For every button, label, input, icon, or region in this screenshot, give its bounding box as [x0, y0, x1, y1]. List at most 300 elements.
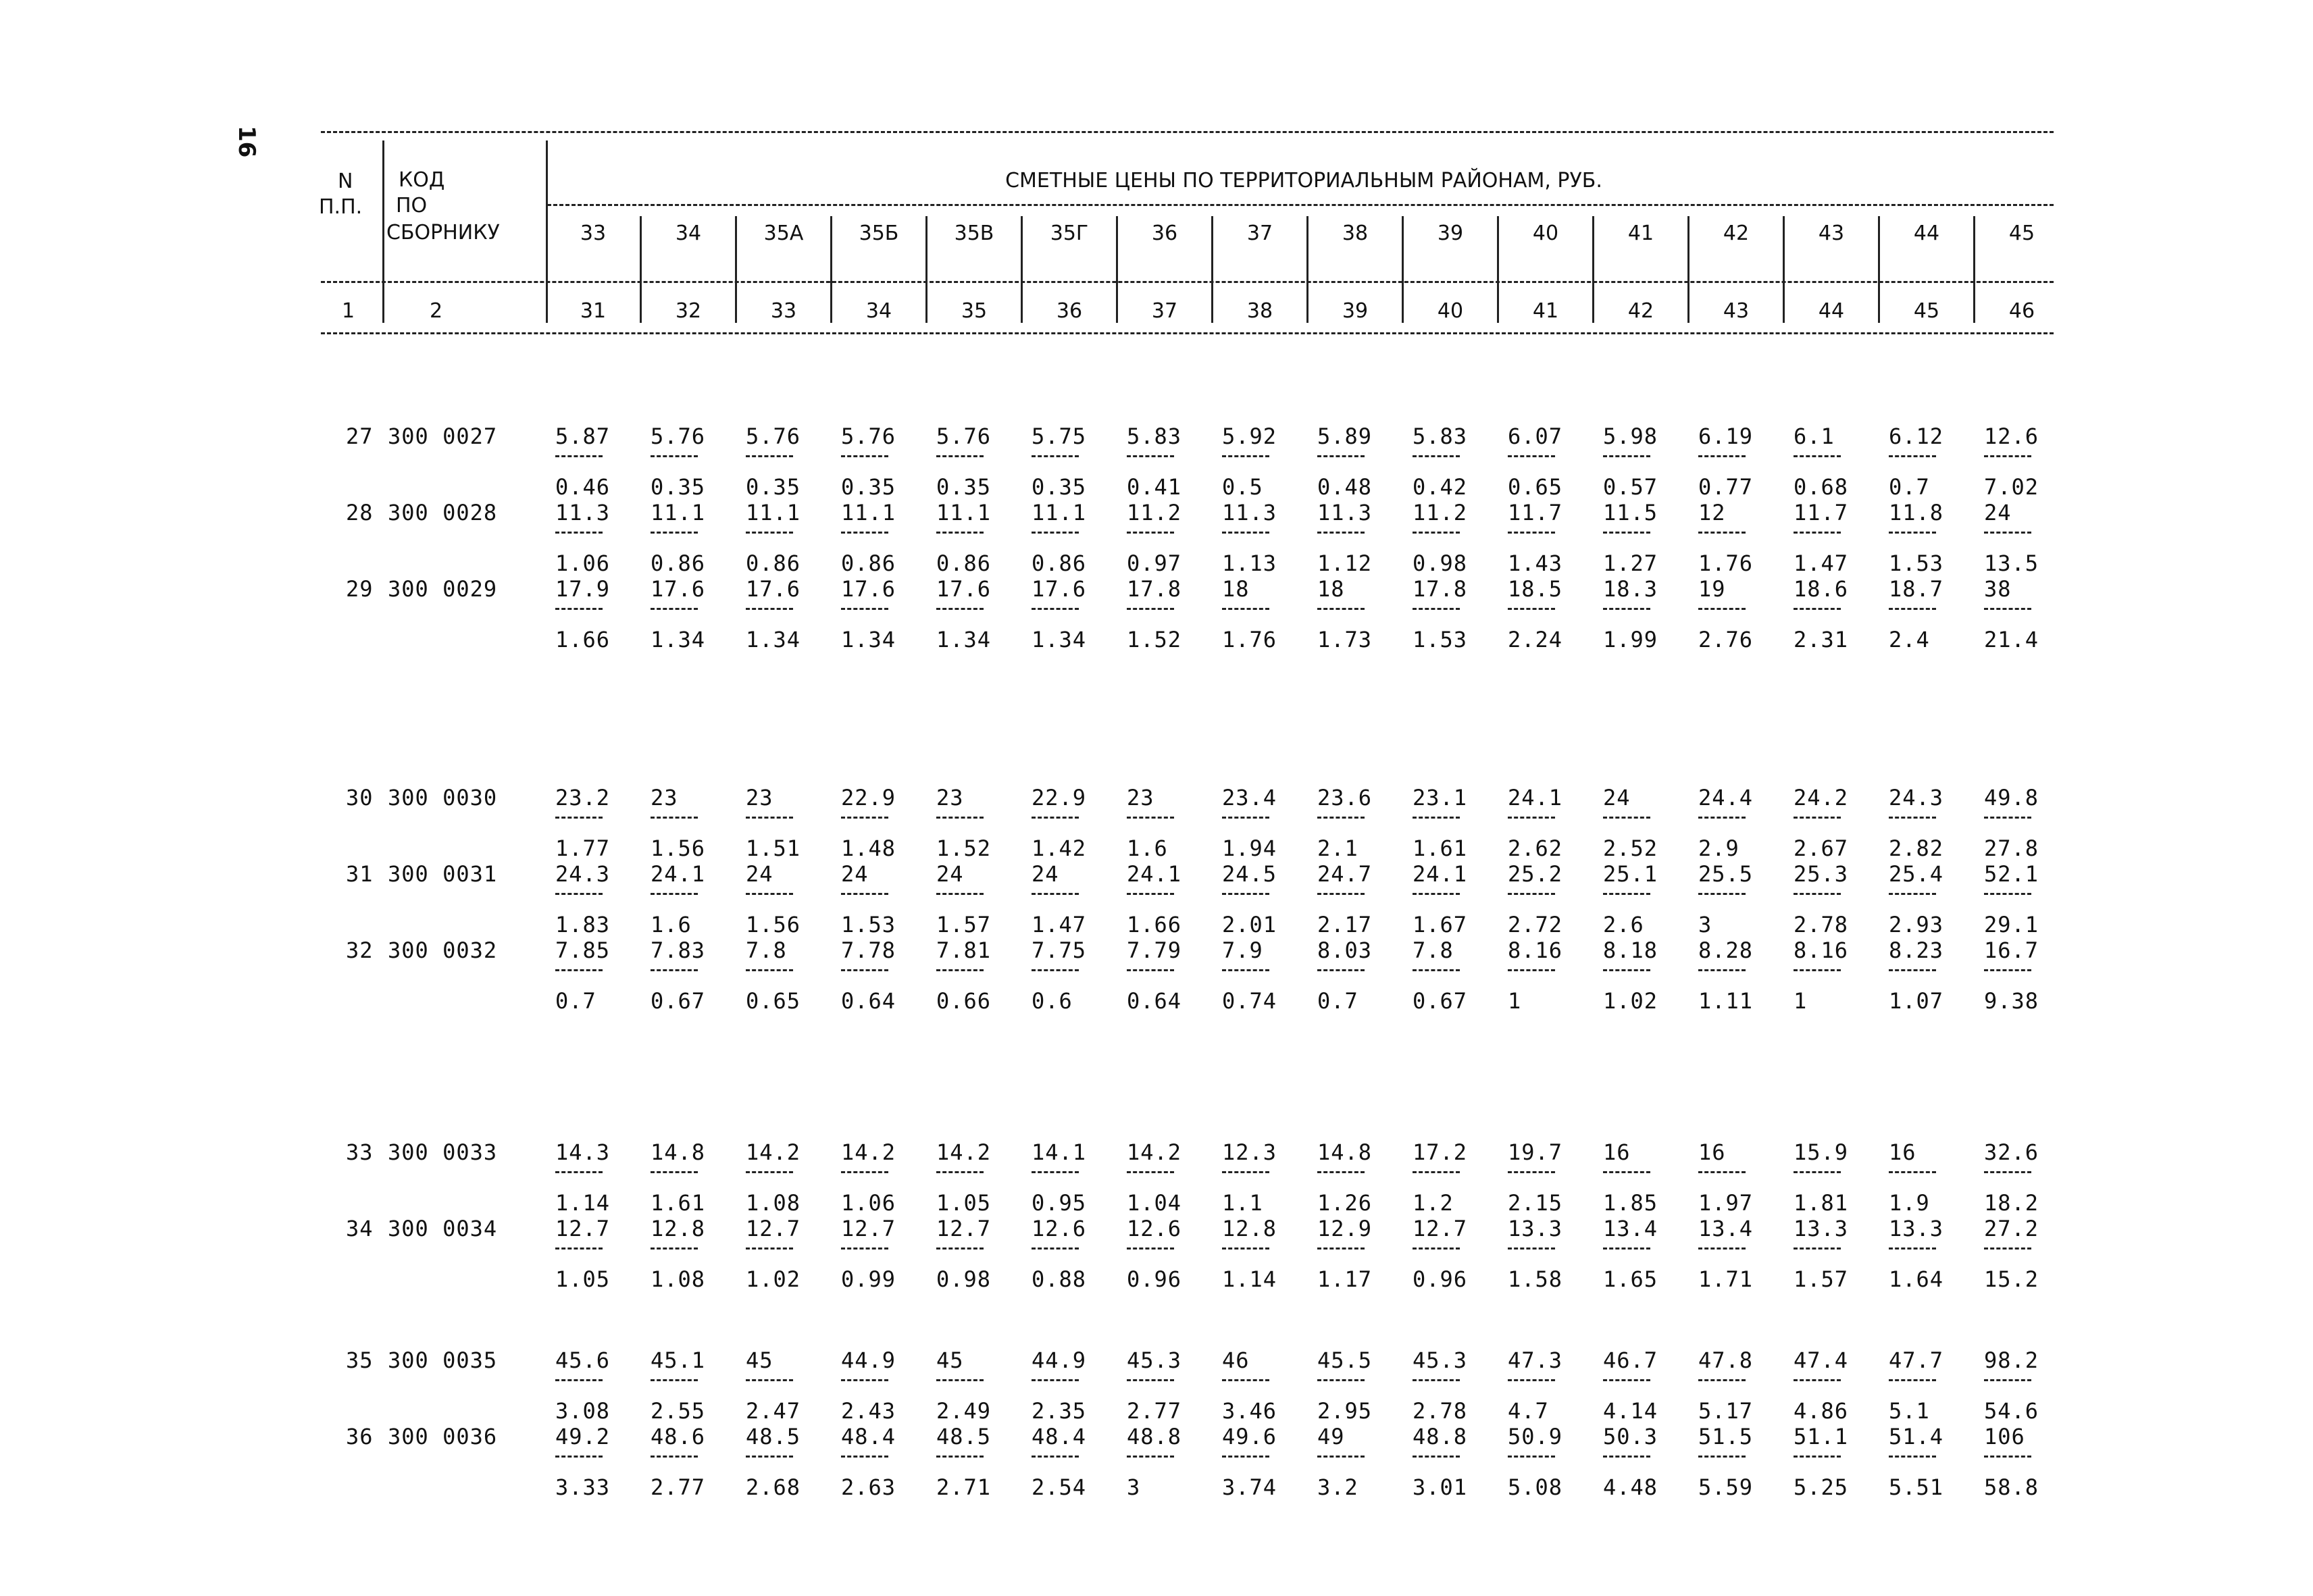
price-numerator: 14.8 — [1317, 1139, 1373, 1165]
price-numerator: 24 — [936, 861, 964, 887]
fraction-bar — [1317, 455, 1365, 457]
header-vline-code — [546, 140, 548, 323]
price-denominator: 1.6 — [651, 912, 692, 937]
price-denominator: 0.77 — [1698, 474, 1754, 500]
price-denominator: 1.02 — [1603, 988, 1658, 1014]
fraction-bar — [1984, 817, 2031, 819]
fraction-bar — [1603, 532, 1650, 534]
price-denominator: 5.51 — [1889, 1474, 1944, 1500]
price-numerator: 11.1 — [841, 500, 896, 525]
price-numerator: 45.1 — [651, 1347, 706, 1373]
header-district: 35В — [954, 222, 994, 245]
price-denominator: 1.85 — [1603, 1190, 1658, 1216]
fraction-bar — [1413, 455, 1460, 457]
fraction-bar — [1698, 1456, 1746, 1458]
fraction-bar — [1317, 969, 1365, 971]
price-numerator: 17.6 — [746, 576, 801, 602]
price-denominator: 1.53 — [1413, 627, 1468, 652]
header-vline-district — [1878, 216, 1880, 323]
fraction-bar — [1794, 969, 1841, 971]
fraction-bar — [841, 532, 888, 534]
fraction-bar — [1127, 893, 1174, 895]
fraction-bar — [746, 1456, 793, 1458]
price-numerator: 24.7 — [1317, 861, 1373, 887]
fraction-bar — [1603, 608, 1650, 610]
price-numerator: 25.3 — [1794, 861, 1849, 887]
page-number: 16 — [233, 126, 260, 158]
price-denominator: 1.47 — [1032, 912, 1087, 937]
price-numerator: 23.4 — [1222, 785, 1277, 810]
price-numerator: 18.6 — [1794, 576, 1849, 602]
fraction-bar — [1698, 608, 1746, 610]
price-numerator: 18.7 — [1889, 576, 1944, 602]
price-numerator: 8.16 — [1794, 937, 1849, 963]
price-numerator: 12.7 — [746, 1216, 801, 1241]
price-numerator: 7.79 — [1127, 937, 1182, 963]
header-vline-district — [1973, 216, 1975, 323]
price-denominator: 0.5 — [1222, 474, 1263, 500]
price-numerator: 11.2 — [1127, 500, 1182, 525]
fraction-bar — [1984, 608, 2031, 610]
fraction-bar — [1794, 1247, 1841, 1250]
fraction-bar — [746, 608, 793, 610]
price-numerator: 48.5 — [936, 1424, 992, 1449]
fraction-bar — [1984, 532, 2031, 534]
fraction-bar — [1413, 817, 1460, 819]
price-denominator: 1.76 — [1222, 627, 1277, 652]
price-numerator: 14.2 — [746, 1139, 801, 1165]
row-number: 33 — [346, 1139, 374, 1165]
price-denominator: 2.17 — [1317, 912, 1373, 937]
price-denominator: 1.14 — [1222, 1266, 1277, 1292]
price-numerator: 13.3 — [1794, 1216, 1849, 1241]
price-denominator: 1.52 — [936, 835, 992, 861]
price-numerator: 45.5 — [1317, 1347, 1373, 1373]
price-numerator: 12.7 — [1413, 1216, 1468, 1241]
fraction-bar — [1603, 455, 1650, 457]
fraction-bar — [1032, 893, 1079, 895]
fraction-bar — [1794, 817, 1841, 819]
header-vline-district — [1021, 216, 1023, 323]
header-colnum: 38 — [1246, 299, 1273, 323]
price-numerator: 32.6 — [1984, 1139, 2039, 1165]
fraction-bar — [1889, 532, 1936, 534]
price-denominator: 0.7 — [555, 988, 596, 1014]
fraction-bar — [651, 817, 698, 819]
fraction-bar — [936, 893, 984, 895]
price-denominator: 1.65 — [1603, 1266, 1658, 1292]
header-colnum: 35 — [961, 299, 988, 323]
price-denominator: 0.68 — [1794, 474, 1849, 500]
fraction-bar — [936, 608, 984, 610]
price-numerator: 25.4 — [1889, 861, 1944, 887]
price-numerator: 25.1 — [1603, 861, 1658, 887]
fraction-bar — [651, 1379, 698, 1381]
price-numerator: 24.3 — [1889, 785, 1944, 810]
price-numerator: 47.4 — [1794, 1347, 1849, 1373]
price-numerator: 5.83 — [1127, 423, 1182, 449]
fraction-bar — [746, 1247, 793, 1250]
price-numerator: 12.9 — [1317, 1216, 1373, 1241]
price-denominator: 2.35 — [1032, 1398, 1087, 1424]
header-rule-mid — [321, 281, 2054, 283]
price-numerator: 13.4 — [1698, 1216, 1754, 1241]
price-numerator: 11.5 — [1603, 500, 1658, 525]
price-denominator: 21.4 — [1984, 627, 2039, 652]
price-denominator: 2.15 — [1508, 1190, 1563, 1216]
price-numerator: 23 — [1127, 785, 1154, 810]
header-title: СМЕТНЫЕ ЦЕНЫ ПО ТЕРРИТОРИАЛЬНЫМ РАЙОНАМ, РУБ. — [1005, 169, 1602, 192]
fraction-bar — [1698, 455, 1746, 457]
fraction-bar — [936, 1171, 984, 1173]
price-numerator: 50.9 — [1508, 1424, 1563, 1449]
row-code: 300 0029 — [388, 576, 498, 602]
price-numerator: 45 — [936, 1347, 964, 1373]
price-denominator: 1.57 — [936, 912, 992, 937]
fraction-bar — [936, 817, 984, 819]
price-numerator: 5.89 — [1317, 423, 1373, 449]
fraction-bar — [651, 1171, 698, 1173]
header-rule-subtop — [547, 204, 2054, 206]
header-n: N — [338, 170, 353, 193]
price-denominator: 1.27 — [1603, 550, 1658, 576]
price-denominator: 1.58 — [1508, 1266, 1563, 1292]
price-denominator: 0.35 — [841, 474, 896, 500]
price-numerator: 7.83 — [651, 937, 706, 963]
price-numerator: 7.75 — [1032, 937, 1087, 963]
price-denominator: 2.82 — [1889, 835, 1944, 861]
price-denominator: 1.34 — [841, 627, 896, 652]
price-numerator: 12.7 — [841, 1216, 896, 1241]
price-numerator: 6.07 — [1508, 423, 1563, 449]
price-numerator: 7.78 — [841, 937, 896, 963]
fraction-bar — [651, 969, 698, 971]
fraction-bar — [651, 1456, 698, 1458]
price-numerator: 16.7 — [1984, 937, 2039, 963]
price-denominator: 1.56 — [746, 912, 801, 937]
price-denominator: 4.48 — [1603, 1474, 1658, 1500]
header-district: 45 — [2008, 222, 2035, 245]
price-numerator: 46.7 — [1603, 1347, 1658, 1373]
fraction-bar — [1984, 455, 2031, 457]
fraction-bar — [1317, 1379, 1365, 1381]
price-numerator: 8.23 — [1889, 937, 1944, 963]
price-denominator: 2.77 — [651, 1474, 706, 1500]
price-numerator: 5.83 — [1413, 423, 1468, 449]
header-sbornik: СБОРНИКУ — [386, 221, 500, 244]
fraction-bar — [1889, 1456, 1936, 1458]
price-denominator: 2.01 — [1222, 912, 1277, 937]
price-denominator: 2.1 — [1317, 835, 1358, 861]
fraction-bar — [1317, 893, 1365, 895]
header-district: 41 — [1627, 222, 1654, 245]
price-denominator: 1.61 — [1413, 835, 1468, 861]
price-denominator: 1.17 — [1317, 1266, 1373, 1292]
fraction-bar — [841, 1171, 888, 1173]
fraction-bar — [1413, 532, 1460, 534]
price-denominator: 0.41 — [1127, 474, 1182, 500]
price-numerator: 7.9 — [1222, 937, 1263, 963]
fraction-bar — [1889, 1171, 1936, 1173]
fraction-bar — [1603, 1171, 1650, 1173]
price-numerator: 22.9 — [1032, 785, 1087, 810]
price-numerator: 19 — [1698, 576, 1726, 602]
price-denominator: 4.7 — [1508, 1398, 1549, 1424]
price-denominator: 1.43 — [1508, 550, 1563, 576]
price-denominator: 9.38 — [1984, 988, 2039, 1014]
price-numerator: 23.1 — [1413, 785, 1468, 810]
fraction-bar — [1508, 1171, 1555, 1173]
header-district: 34 — [675, 222, 702, 245]
price-denominator: 1.48 — [841, 835, 896, 861]
price-denominator: 2.55 — [651, 1398, 706, 1424]
price-denominator: 1.53 — [1889, 550, 1944, 576]
fraction-bar — [841, 893, 888, 895]
price-numerator: 24.1 — [1127, 861, 1182, 887]
fraction-bar — [555, 1247, 603, 1250]
price-numerator: 14.2 — [936, 1139, 992, 1165]
price-numerator: 47.7 — [1889, 1347, 1944, 1373]
price-denominator: 1.99 — [1603, 627, 1658, 652]
price-denominator: 0.98 — [936, 1266, 992, 1292]
fraction-bar — [651, 893, 698, 895]
price-denominator: 1.42 — [1032, 835, 1087, 861]
header-district: 37 — [1246, 222, 1273, 245]
price-numerator: 5.76 — [651, 423, 706, 449]
price-numerator: 7.8 — [746, 937, 787, 963]
price-numerator: 24.2 — [1794, 785, 1849, 810]
fraction-bar — [1508, 1379, 1555, 1381]
fraction-bar — [651, 455, 698, 457]
header-rule-bottom — [321, 332, 2054, 334]
price-denominator: 3.74 — [1222, 1474, 1277, 1500]
price-denominator: 1.08 — [746, 1190, 801, 1216]
fraction-bar — [1317, 532, 1365, 534]
fraction-bar — [555, 1171, 603, 1173]
price-numerator: 98.2 — [1984, 1347, 2039, 1373]
fraction-bar — [1794, 1171, 1841, 1173]
fraction-bar — [651, 608, 698, 610]
price-numerator: 7.85 — [555, 937, 611, 963]
price-denominator: 2.54 — [1032, 1474, 1087, 1500]
price-numerator: 8.16 — [1508, 937, 1563, 963]
fraction-bar — [1603, 969, 1650, 971]
fraction-bar — [1127, 608, 1174, 610]
price-denominator: 2.95 — [1317, 1398, 1373, 1424]
price-denominator: 0.65 — [1508, 474, 1563, 500]
fraction-bar — [1413, 608, 1460, 610]
price-denominator: 1.06 — [841, 1190, 896, 1216]
price-numerator: 17.8 — [1127, 576, 1182, 602]
fraction-bar — [841, 817, 888, 819]
fraction-bar — [1889, 1247, 1936, 1250]
header-colnum: 43 — [1723, 299, 1750, 323]
fraction-bar — [1032, 1456, 1079, 1458]
price-denominator: 0.57 — [1603, 474, 1658, 500]
price-denominator: 1.06 — [555, 550, 611, 576]
price-numerator: 45.3 — [1127, 1347, 1182, 1373]
price-numerator: 12.6 — [1984, 423, 2039, 449]
price-denominator: 58.8 — [1984, 1474, 2039, 1500]
price-numerator: 49.6 — [1222, 1424, 1277, 1449]
price-denominator: 1.76 — [1698, 550, 1754, 576]
price-denominator: 0.86 — [936, 550, 992, 576]
fraction-bar — [1127, 969, 1174, 971]
price-numerator: 11.7 — [1508, 500, 1563, 525]
fraction-bar — [746, 969, 793, 971]
fraction-bar — [555, 1456, 603, 1458]
price-denominator: 1.77 — [555, 835, 611, 861]
price-denominator: 1.13 — [1222, 550, 1277, 576]
fraction-bar — [1032, 608, 1079, 610]
header-colnum: 31 — [580, 299, 607, 323]
price-denominator: 1.05 — [555, 1266, 611, 1292]
price-denominator: 0.46 — [555, 474, 611, 500]
price-denominator: 1.94 — [1222, 835, 1277, 861]
price-denominator: 2.71 — [936, 1474, 992, 1500]
price-numerator: 5.87 — [555, 423, 611, 449]
fraction-bar — [1794, 608, 1841, 610]
price-denominator: 0.86 — [1032, 550, 1087, 576]
price-denominator: 1.34 — [1032, 627, 1087, 652]
price-denominator: 1.08 — [651, 1266, 706, 1292]
price-denominator: 0.99 — [841, 1266, 896, 1292]
price-denominator: 1.9 — [1889, 1190, 1930, 1216]
header-district: 35Б — [859, 222, 899, 245]
price-denominator: 5.08 — [1508, 1474, 1563, 1500]
price-denominator: 0.88 — [1032, 1266, 1087, 1292]
price-denominator: 1.2 — [1413, 1190, 1454, 1216]
price-denominator: 0.66 — [936, 988, 992, 1014]
fraction-bar — [1889, 817, 1936, 819]
price-numerator: 16 — [1603, 1139, 1631, 1165]
price-denominator: 1.66 — [555, 627, 611, 652]
price-numerator: 17.2 — [1413, 1139, 1468, 1165]
price-numerator: 19.7 — [1508, 1139, 1563, 1165]
header-colnum: 1 — [342, 299, 355, 323]
price-numerator: 13.3 — [1889, 1216, 1944, 1241]
header-colnum: 34 — [865, 299, 892, 323]
header-vline-district — [1687, 216, 1689, 323]
fraction-bar — [1127, 455, 1174, 457]
price-numerator: 24.1 — [1413, 861, 1468, 887]
price-denominator: 1.6 — [1127, 835, 1168, 861]
header-vline-district — [1116, 216, 1118, 323]
price-denominator: 0.96 — [1127, 1266, 1182, 1292]
price-numerator: 44.9 — [1032, 1347, 1087, 1373]
price-denominator: 0.98 — [1413, 550, 1468, 576]
fraction-bar — [1317, 1171, 1365, 1173]
price-numerator: 8.03 — [1317, 937, 1373, 963]
fraction-bar — [555, 532, 603, 534]
price-numerator: 11.2 — [1413, 500, 1468, 525]
price-numerator: 23.2 — [555, 785, 611, 810]
price-numerator: 48.4 — [841, 1424, 896, 1449]
row-number: 30 — [346, 785, 374, 810]
row-code: 300 0031 — [388, 861, 498, 887]
price-denominator: 2.9 — [1698, 835, 1739, 861]
price-numerator: 24 — [1603, 785, 1631, 810]
price-denominator: 0.86 — [651, 550, 706, 576]
header-district: 44 — [1913, 222, 1940, 245]
price-numerator: 11.7 — [1794, 500, 1849, 525]
header-colnum: 40 — [1437, 299, 1464, 323]
fraction-bar — [1698, 532, 1746, 534]
price-denominator: 5.25 — [1794, 1474, 1849, 1500]
price-denominator: 5.59 — [1698, 1474, 1754, 1500]
price-denominator: 3.33 — [555, 1474, 611, 1500]
fraction-bar — [1508, 1247, 1555, 1250]
price-numerator: 51.4 — [1889, 1424, 1944, 1449]
fraction-bar — [1508, 455, 1555, 457]
price-denominator: 3.08 — [555, 1398, 611, 1424]
row-code: 300 0027 — [388, 423, 498, 449]
price-numerator: 12.6 — [1032, 1216, 1087, 1241]
price-numerator: 13.4 — [1603, 1216, 1658, 1241]
price-numerator: 12.8 — [1222, 1216, 1277, 1241]
fraction-bar — [1317, 817, 1365, 819]
price-numerator: 51.1 — [1794, 1424, 1849, 1449]
header-po: ПО — [396, 194, 428, 217]
fraction-bar — [936, 1379, 984, 1381]
price-numerator: 24 — [841, 861, 869, 887]
fraction-bar — [841, 969, 888, 971]
row-code: 300 0028 — [388, 500, 498, 525]
price-denominator: 2.78 — [1413, 1398, 1468, 1424]
price-numerator: 25.5 — [1698, 861, 1754, 887]
price-denominator: 1.64 — [1889, 1266, 1944, 1292]
price-denominator: 3.01 — [1413, 1474, 1468, 1500]
fraction-bar — [1222, 1379, 1269, 1381]
fraction-bar — [1222, 455, 1269, 457]
fraction-bar — [1508, 532, 1555, 534]
price-numerator: 49.2 — [555, 1424, 611, 1449]
fraction-bar — [841, 455, 888, 457]
price-numerator: 48.6 — [651, 1424, 706, 1449]
price-numerator: 11.1 — [1032, 500, 1087, 525]
price-denominator: 2.67 — [1794, 835, 1849, 861]
fraction-bar — [1603, 817, 1650, 819]
row-code: 300 0032 — [388, 937, 498, 963]
price-numerator: 17.6 — [651, 576, 706, 602]
fraction-bar — [1984, 1247, 2031, 1250]
fraction-bar — [1889, 969, 1936, 971]
fraction-bar — [1698, 817, 1746, 819]
price-numerator: 11.8 — [1889, 500, 1944, 525]
fraction-bar — [1889, 1379, 1936, 1381]
price-numerator: 23 — [936, 785, 964, 810]
price-denominator: 2.4 — [1889, 627, 1930, 652]
price-numerator: 15.9 — [1794, 1139, 1849, 1165]
price-numerator: 5.75 — [1032, 423, 1087, 449]
price-numerator: 13.3 — [1508, 1216, 1563, 1241]
fraction-bar — [1222, 1247, 1269, 1250]
price-denominator: 2.43 — [841, 1398, 896, 1424]
header-district: 38 — [1342, 222, 1369, 245]
price-denominator: 2.68 — [746, 1474, 801, 1500]
price-denominator: 0.35 — [651, 474, 706, 500]
price-denominator: 2.77 — [1127, 1398, 1182, 1424]
header-district: 39 — [1437, 222, 1464, 245]
header-vline-district — [1783, 216, 1785, 323]
price-denominator: 0.67 — [1413, 988, 1468, 1014]
fraction-bar — [1222, 893, 1269, 895]
header-colnum: 42 — [1627, 299, 1654, 323]
price-denominator: 0.86 — [841, 550, 896, 576]
price-numerator: 17.6 — [1032, 576, 1087, 602]
row-code: 300 0030 — [388, 785, 498, 810]
price-denominator: 1.07 — [1889, 988, 1944, 1014]
